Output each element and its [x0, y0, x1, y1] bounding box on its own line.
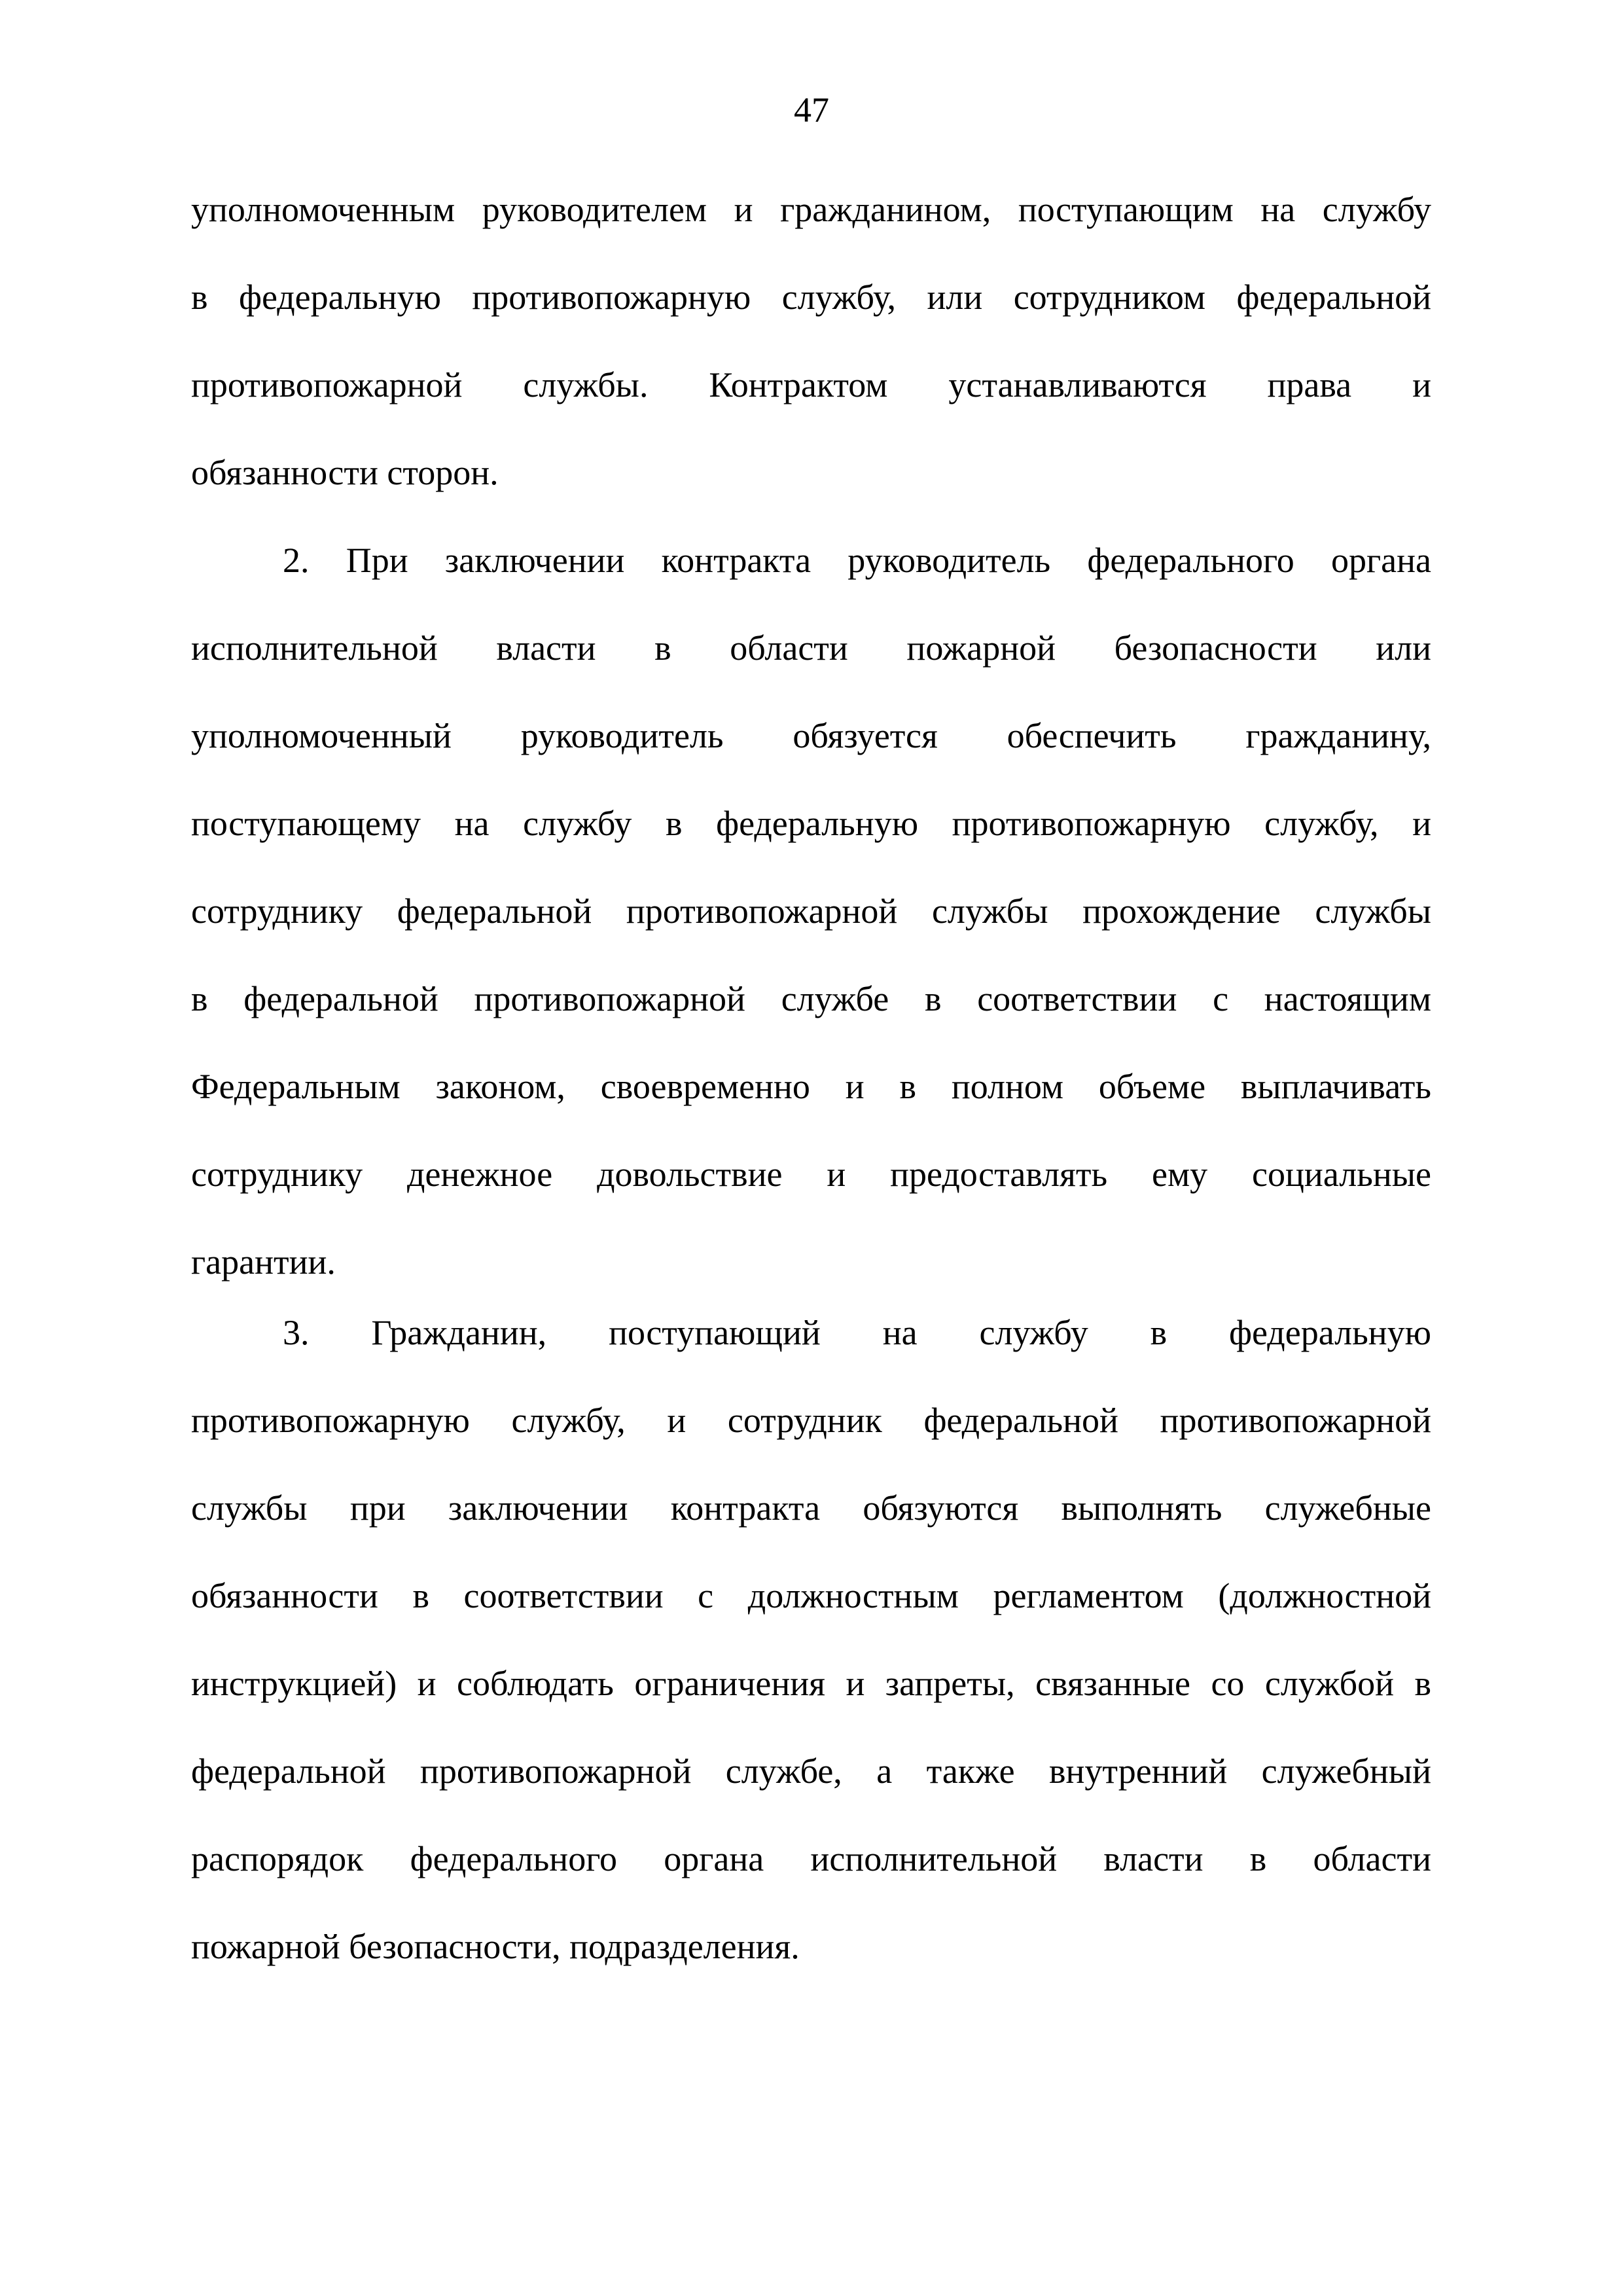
- paragraph-2: [191, 528, 1431, 1317]
- text-line: обязанности сторон.: [191, 453, 499, 492]
- text-line: сотруднику денежное довольствие и предоставлять ему социальные: [191, 1155, 1431, 1194]
- text-line: Федеральным законом, своевременно и в полном объеме выплачивать: [191, 1067, 1431, 1106]
- text-line: сотруднику федеральной противопожарной службы прохождение службы: [191, 891, 1431, 931]
- text-line: федеральной противопожарной службе, а также внутренний служебный: [191, 1751, 1431, 1791]
- text-line: исполнительной власти в области пожарной безопасности или: [191, 628, 1431, 668]
- text-line: уполномоченный руководитель обязуется обеспечить гражданину,: [191, 716, 1431, 755]
- text-line: 3. Гражданин, поступающий на службу в федеральную: [283, 1313, 1431, 1352]
- text-line: противопожарной службы. Контрактом устанавливаются права и: [191, 365, 1431, 404]
- page-number: 47: [794, 90, 829, 130]
- text-line: уполномоченным руководителем и гражданином, поступающим на службу: [191, 190, 1431, 229]
- text-line: в федеральной противопожарной службе в соответствии с настоящим: [191, 979, 1431, 1018]
- text-line: инструкцией) и соблюдать ограничения и запреты, связанные со службой в: [191, 1664, 1431, 1703]
- text-line: службы при заключении контракта обязуются выполнять служебные: [191, 1488, 1431, 1528]
- text-line: гарантии.: [191, 1242, 336, 1282]
- text-line: обязанности в соответствии с должностным регламентом (должностной: [191, 1576, 1431, 1615]
- text-line: в федеральную противопожарную службу, или сотрудником федеральной: [191, 278, 1431, 317]
- text-line: 2. При заключении контракта руководитель федерального органа: [283, 541, 1431, 580]
- text-line: противопожарную службу, и сотрудник федеральной противопожарной: [191, 1401, 1431, 1440]
- paragraph-3: [191, 1300, 1431, 2001]
- text-line: распорядок федерального органа исполнительной власти в области: [191, 1839, 1431, 1878]
- text-line: пожарной безопасности, подразделения.: [191, 1927, 800, 1966]
- text-line: поступающему на службу в федеральную противопожарную службу, и: [191, 804, 1431, 843]
- paragraph-1: [191, 177, 1431, 528]
